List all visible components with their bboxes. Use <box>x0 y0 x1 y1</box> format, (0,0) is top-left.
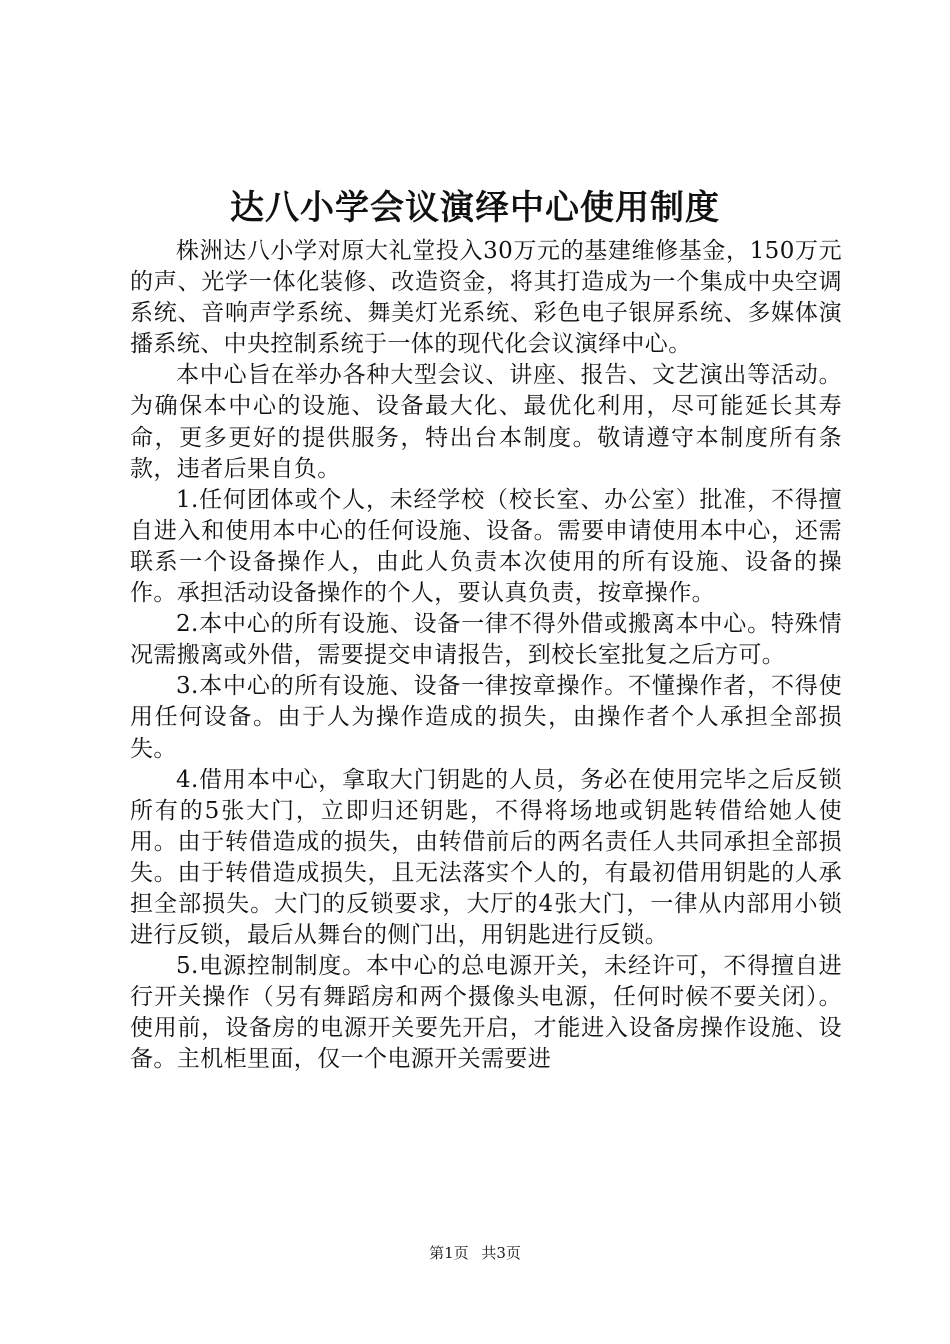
paragraph-intro: 株洲达八小学对原大礼堂投入30万元的基建维修基金，150万元的声、光学一体化装修、改造资金，将其打造成为一个集成中央空调系统、音响声学系统、舞美灯光系统、彩色电子银屏系统、多媒体演播系统、中央控制系统于一体的现代化会议演绎中心。 <box>130 238 842 358</box>
paragraph-rule-4: 4.借用本中心，拿取大门钥匙的人员，务必在使用完毕之后反锁所有的5张大门，立即归还钥匙，不得将场地或钥匙转借给她人使用。由于转借造成的损失，由转借前后的两名责任人共同承担全部损失。由于转借造成损失，且无法落实个人的，有最初借用钥匙的人承担全部损失。大门的反锁要求，大厅的4张大门，一律从内部用小锁进行反锁，最后从舞台的侧门出，用钥匙进行反锁。 <box>130 766 842 949</box>
paragraph-rule-1: 1.任何团体或个人，未经学校（校长室、办公室）批准，不得擅自进入和使用本中心的任何设施、设备。需要申请使用本中心，还需联系一个设备操作人，由此人负责本次使用的所有设施、设备的操作。承担活动设备操作的个人，要认真负责，按章操作。 <box>130 486 842 607</box>
page-total: 共3页 <box>481 1244 521 1262</box>
paragraph-rule-2: 2.本中心的所有设施、设备一律不得外借或搬离本中心。特殊情况需搬离或外借，需要提交申请报告，到校长室批复之后方可。 <box>130 611 842 669</box>
page-number: 第1页 <box>429 1244 469 1262</box>
paragraph-purpose: 本中心旨在举办各种大型会议、讲座、报告、文艺演出等活动。为确保本中心的设施、设备最大化、最优化利用，尽可能延长其寿命，更多更好的提供服务，特出台本制度。敬请遵守本制度所有条款，违者后果自负。 <box>130 362 842 482</box>
page-footer <box>0 1243 950 1263</box>
paragraph-rule-5: 5.电源控制制度。本中心的总电源开关，未经许可，不得擅自进行开关操作（另有舞蹈房和两个摄像头电源，任何时候不要关闭）。使用前，设备房的电源开关要先开启，才能进入设备房操作设施、设备。主机柜里面，仅一个电源开关需要进 <box>130 953 842 1073</box>
document-body <box>130 236 842 1076</box>
document-title: 达八小学会议演绎中心使用制度 <box>230 188 720 228</box>
paragraph-rule-3: 3.本中心的所有设施、设备一律按章操作。不懂操作者，不得使用任何设备。由于人为操作造成的损失，由操作者个人承担全部损失。 <box>130 673 842 762</box>
